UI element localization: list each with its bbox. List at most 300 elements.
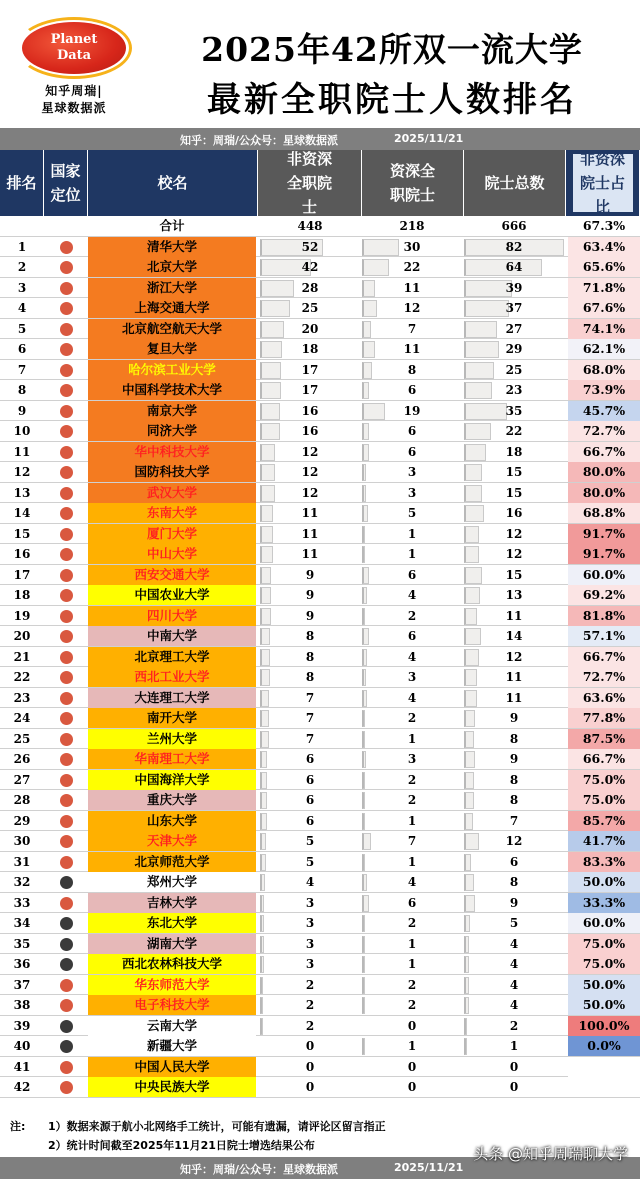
ratio-cell bbox=[568, 1077, 640, 1097]
positioning-dot-red-icon bbox=[60, 466, 73, 479]
ratio-cell: 73.9% bbox=[568, 380, 640, 400]
total-value: 64 bbox=[505, 260, 523, 274]
senior-value: 1 bbox=[407, 854, 417, 869]
senior-value: 3 bbox=[407, 752, 417, 766]
table-row bbox=[0, 421, 640, 442]
table-row bbox=[0, 770, 640, 791]
non-senior-value: 12 bbox=[301, 465, 319, 479]
table-row bbox=[0, 995, 640, 1016]
school-name: 中国农业大学 bbox=[88, 585, 256, 605]
senior-value: 2 bbox=[407, 998, 417, 1012]
non-senior-value: 6 bbox=[305, 772, 315, 787]
ratio-cell: 65.6% bbox=[568, 257, 640, 277]
total-value: 12 bbox=[505, 547, 523, 561]
total-value: 13 bbox=[505, 588, 523, 602]
school-name: 华东师范大学 bbox=[88, 975, 256, 995]
rank-cell: 11 bbox=[13, 444, 31, 459]
senior-value: 3 bbox=[407, 670, 417, 684]
ratio-cell: 60.0% bbox=[568, 565, 640, 585]
table-row bbox=[0, 442, 640, 463]
senior-value: 1 bbox=[407, 1039, 417, 1053]
ratio-cell: 50.0% bbox=[568, 975, 640, 995]
total-value: 9 bbox=[509, 752, 519, 766]
note-1: 1）数据来源于航小北网络手工统计，可能有遗漏，请评论区留言指正 bbox=[48, 1120, 386, 1133]
positioning-dot-red-icon bbox=[60, 794, 73, 807]
total-value: 4 bbox=[509, 977, 519, 992]
total-value: 12 bbox=[505, 649, 523, 664]
non-senior-value: 6 bbox=[305, 752, 315, 766]
table-row bbox=[0, 237, 640, 258]
positioning-dot-red-icon bbox=[60, 589, 73, 602]
rank-cell: 22 bbox=[13, 670, 31, 684]
rank-cell: 16 bbox=[13, 547, 31, 561]
rank-cell: 18 bbox=[13, 588, 31, 602]
table-row bbox=[0, 872, 640, 893]
note-2: 2）统计时间截至2025年11月21日院士增选结果公布 bbox=[48, 1139, 315, 1152]
table-row bbox=[0, 626, 640, 647]
ratio-cell: 75.0% bbox=[568, 770, 640, 790]
table-row bbox=[0, 975, 640, 996]
ratio-cell: 72.7% bbox=[568, 421, 640, 441]
total-value: 23 bbox=[505, 383, 523, 397]
ratio-cell: 63.6% bbox=[568, 688, 640, 708]
ratio-cell: 91.7% bbox=[568, 544, 640, 564]
ratio-cell: 80.0% bbox=[568, 462, 640, 482]
rank-cell: 12 bbox=[13, 465, 31, 479]
table-row bbox=[0, 1036, 640, 1057]
senior-value: 5 bbox=[407, 506, 417, 520]
table-row bbox=[0, 647, 640, 668]
table-row bbox=[0, 360, 640, 381]
rank-cell: 41 bbox=[13, 1059, 31, 1074]
senior-value: 0 bbox=[407, 1080, 417, 1094]
school-name: 东南大学 bbox=[88, 503, 256, 523]
senior-value: 19 bbox=[403, 403, 421, 418]
senior-value: 1 bbox=[407, 731, 417, 746]
ratio-cell: 63.4% bbox=[568, 237, 640, 257]
total-row bbox=[0, 216, 640, 237]
school-name: 华南理工大学 bbox=[88, 749, 256, 769]
rank-cell: 37 bbox=[13, 977, 31, 992]
total-value: 8 bbox=[509, 875, 519, 889]
total-value: 15 bbox=[505, 465, 523, 479]
table-row bbox=[0, 913, 640, 934]
positioning-dot-red-icon bbox=[60, 999, 73, 1012]
source-text: 知乎：周瑞/公众号：星球数据派 bbox=[180, 134, 339, 147]
table-row bbox=[0, 544, 640, 565]
total-value: 7 bbox=[509, 813, 519, 828]
col-school: 校名 bbox=[88, 150, 258, 216]
senior-value: 1 bbox=[407, 547, 417, 561]
table-row bbox=[0, 401, 640, 422]
total-value: 4 bbox=[509, 957, 519, 971]
table-row bbox=[0, 339, 640, 360]
total-value: 22 bbox=[505, 424, 523, 438]
positioning-dot-red-icon bbox=[60, 261, 73, 274]
positioning-dot-red-icon bbox=[60, 528, 73, 541]
senior-value: 6 bbox=[407, 895, 417, 910]
school-name: 东北大学 bbox=[88, 913, 256, 933]
col-senior: 资深全职院士 bbox=[362, 150, 464, 216]
table-row bbox=[0, 298, 640, 319]
ratio-cell: 68.0% bbox=[568, 360, 640, 380]
total-value: 12 bbox=[505, 834, 523, 848]
positioning-dot-red-icon bbox=[60, 569, 73, 582]
table-row bbox=[0, 934, 640, 955]
school-name: 武汉大学 bbox=[88, 483, 256, 503]
school-name: 上海交通大学 bbox=[88, 298, 256, 318]
table-row bbox=[0, 606, 640, 627]
rank-cell: 2 bbox=[17, 260, 27, 274]
non-senior-value: 0 bbox=[305, 1080, 315, 1094]
total-value: 11 bbox=[505, 670, 523, 684]
positioning-dot-red-icon bbox=[60, 507, 73, 520]
senior-value: 2 bbox=[407, 711, 417, 725]
rank-cell: 36 bbox=[13, 957, 31, 971]
total-value: 25 bbox=[505, 362, 523, 377]
total-value: 15 bbox=[505, 485, 523, 500]
senior-value: 4 bbox=[407, 649, 417, 664]
page-header bbox=[0, 0, 640, 126]
school-name: 新疆大学 bbox=[88, 1036, 256, 1056]
school-name: 四川大学 bbox=[88, 606, 256, 626]
ratio-cell: 72.7% bbox=[568, 667, 640, 687]
senior-value: 7 bbox=[407, 834, 417, 848]
senior-value: 6 bbox=[407, 424, 417, 438]
positioning-dot-red-icon bbox=[60, 343, 73, 356]
total-value: 8 bbox=[509, 772, 519, 787]
positioning-dot-red-icon bbox=[60, 897, 73, 910]
rank-cell: 21 bbox=[13, 649, 31, 664]
school-name: 天津大学 bbox=[88, 831, 256, 851]
non-senior-value: 8 bbox=[305, 629, 315, 643]
school-name: 中国海洋大学 bbox=[88, 770, 256, 790]
table-row bbox=[0, 462, 640, 483]
table-row bbox=[0, 749, 640, 770]
school-name: 中央民族大学 bbox=[88, 1077, 256, 1097]
table-row bbox=[0, 790, 640, 811]
rank-cell: 42 bbox=[13, 1080, 31, 1094]
senior-value: 6 bbox=[407, 629, 417, 643]
positioning-dot-dark-icon bbox=[60, 938, 73, 951]
non-senior-value: 4 bbox=[305, 875, 315, 889]
rank-cell: 4 bbox=[17, 301, 27, 315]
table-row bbox=[0, 811, 640, 832]
rank-cell: 24 bbox=[13, 711, 31, 725]
col-rank: 排名 bbox=[0, 150, 44, 216]
total-value: 1 bbox=[509, 1039, 519, 1053]
table-row bbox=[0, 831, 640, 852]
table-row bbox=[0, 1016, 640, 1037]
school-name: 清华大学 bbox=[88, 237, 256, 257]
school-name: 哈尔滨工业大学 bbox=[88, 360, 256, 380]
table-row bbox=[0, 483, 640, 504]
positioning-dot-red-icon bbox=[60, 487, 73, 500]
rank-cell: 20 bbox=[13, 629, 31, 643]
school-name: 西北工业大学 bbox=[88, 667, 256, 687]
senior-value: 6 bbox=[407, 383, 417, 397]
senior-value: 6 bbox=[407, 444, 417, 459]
ratio-cell: 75.0% bbox=[568, 934, 640, 954]
positioning-dot-red-icon bbox=[60, 1061, 73, 1074]
senior-value: 4 bbox=[407, 588, 417, 602]
school-name: 复旦大学 bbox=[88, 339, 256, 359]
ratio-cell: 60.0% bbox=[568, 913, 640, 933]
rank-cell: 19 bbox=[13, 608, 31, 623]
table-row bbox=[0, 729, 640, 750]
table-row bbox=[0, 688, 640, 709]
total-value: 16 bbox=[505, 506, 523, 520]
positioning-dot-red-icon bbox=[60, 815, 73, 828]
non-senior-value: 8 bbox=[305, 670, 315, 684]
ratio-cell: 66.7% bbox=[568, 442, 640, 462]
positioning-dot-red-icon bbox=[60, 712, 73, 725]
ratio-cell: 69.2% bbox=[568, 585, 640, 605]
ratio-cell: 66.7% bbox=[568, 749, 640, 769]
non-senior-value: 16 bbox=[301, 403, 319, 418]
rank-cell: 39 bbox=[13, 1018, 31, 1033]
rank-cell: 9 bbox=[17, 403, 27, 418]
total-value: 6 bbox=[509, 854, 519, 869]
non-senior-value: 25 bbox=[301, 301, 319, 315]
table-row bbox=[0, 954, 640, 975]
senior-value: 0 bbox=[407, 1018, 417, 1033]
total-value: 11 bbox=[505, 690, 523, 705]
page-title: 2025年42所双一流大学 bbox=[201, 30, 583, 69]
table-row bbox=[0, 1057, 640, 1078]
rank-cell: 10 bbox=[13, 424, 31, 438]
source-date: 2025/11/21 bbox=[394, 132, 464, 145]
rank-cell: 5 bbox=[17, 321, 27, 336]
table-row bbox=[0, 380, 640, 401]
positioning-dot-red-icon bbox=[60, 671, 73, 684]
ratio-cell: 57.1% bbox=[568, 626, 640, 646]
non-senior-value: 2 bbox=[305, 998, 315, 1012]
total-value: 8 bbox=[509, 731, 519, 746]
ratio-cell: 85.7% bbox=[568, 811, 640, 831]
total-value: 0 bbox=[509, 1059, 519, 1074]
positioning-dot-red-icon bbox=[60, 446, 73, 459]
total-value: 0 bbox=[509, 1080, 519, 1094]
ratio-cell: 50.0% bbox=[568, 872, 640, 892]
ratio-cell: 100.0% bbox=[568, 1016, 640, 1036]
non-senior-value: 8 bbox=[305, 649, 315, 664]
table-row bbox=[0, 585, 640, 606]
table-row bbox=[0, 852, 640, 873]
total-value: 4 bbox=[509, 998, 519, 1012]
rank-cell: 31 bbox=[13, 854, 31, 869]
positioning-dot-red-icon bbox=[60, 835, 73, 848]
total-value: 82 bbox=[505, 239, 523, 254]
senior-value: 2 bbox=[407, 977, 417, 992]
senior-value: 6 bbox=[407, 567, 417, 582]
positioning-dot-dark-icon bbox=[60, 876, 73, 889]
table-row bbox=[0, 708, 640, 729]
table-row bbox=[0, 524, 640, 545]
positioning-dot-red-icon bbox=[60, 364, 73, 377]
total-value: 29 bbox=[505, 342, 523, 356]
positioning-dot-red-icon bbox=[60, 651, 73, 664]
table-row bbox=[0, 893, 640, 914]
ratio-cell: 68.8% bbox=[568, 503, 640, 523]
footer-date: 2025/11/21 bbox=[394, 1161, 464, 1174]
rank-cell: 38 bbox=[13, 998, 31, 1012]
school-name: 南开大学 bbox=[88, 708, 256, 728]
senior-value: 11 bbox=[403, 342, 421, 356]
footer-source: 知乎：周瑞/公众号：星球数据派 bbox=[180, 1163, 339, 1176]
positioning-dot-dark-icon bbox=[60, 1020, 73, 1033]
col-ratio-inner: 非资深院士占比 bbox=[573, 154, 633, 212]
table-row bbox=[0, 1077, 640, 1098]
rank-cell: 33 bbox=[13, 895, 31, 910]
non-senior-value: 17 bbox=[301, 362, 319, 377]
logo-subtitle1: 知乎周瑞| bbox=[45, 84, 103, 98]
rank-cell: 23 bbox=[13, 690, 31, 705]
rank-cell: 40 bbox=[13, 1039, 31, 1053]
rank-cell: 8 bbox=[17, 383, 27, 397]
positioning-dot-red-icon bbox=[60, 733, 73, 746]
senior-value: 2 bbox=[407, 772, 417, 787]
school-name: 西北农林科技大学 bbox=[88, 954, 256, 974]
non-senior-value: 2 bbox=[305, 1018, 315, 1033]
rank-cell: 25 bbox=[13, 731, 31, 746]
ratio-cell: 91.7% bbox=[568, 524, 640, 544]
senior-value: 1 bbox=[407, 957, 417, 971]
total-value: 18 bbox=[505, 444, 523, 459]
rank-cell: 3 bbox=[17, 280, 27, 295]
ratio-cell: 50.0% bbox=[568, 995, 640, 1015]
positioning-dot-dark-icon bbox=[60, 958, 73, 971]
total-non-senior: 448 bbox=[297, 219, 323, 233]
total-value: 11 bbox=[505, 608, 523, 623]
non-senior-value: 28 bbox=[301, 280, 319, 295]
rank-cell: 17 bbox=[13, 567, 31, 582]
non-senior-value: 12 bbox=[301, 485, 319, 500]
positioning-dot-red-icon bbox=[60, 753, 73, 766]
total-total: 666 bbox=[501, 219, 527, 233]
rank-cell: 1 bbox=[17, 239, 27, 254]
non-senior-value: 12 bbox=[301, 444, 319, 459]
non-senior-value: 3 bbox=[305, 957, 315, 971]
senior-value: 11 bbox=[403, 280, 421, 295]
total-value: 2 bbox=[509, 1018, 519, 1033]
total-senior: 218 bbox=[399, 219, 425, 233]
school-name: 湖南大学 bbox=[88, 934, 256, 954]
non-senior-value: 7 bbox=[305, 731, 315, 746]
senior-value: 4 bbox=[407, 690, 417, 705]
school-name: 山东大学 bbox=[88, 811, 256, 831]
non-senior-value: 11 bbox=[301, 526, 319, 541]
rank-cell: 14 bbox=[13, 506, 31, 520]
ratio-cell: 75.0% bbox=[568, 954, 640, 974]
rank-cell: 15 bbox=[13, 526, 31, 541]
rank-cell: 35 bbox=[13, 936, 31, 951]
col-total: 院士总数 bbox=[464, 150, 566, 216]
school-name: 中南大学 bbox=[88, 626, 256, 646]
school-name: 国防科技大学 bbox=[88, 462, 256, 482]
positioning-dot-red-icon bbox=[60, 405, 73, 418]
senior-value: 4 bbox=[407, 875, 417, 889]
senior-value: 3 bbox=[407, 465, 417, 479]
positioning-dot-dark-icon bbox=[60, 1040, 73, 1053]
table-row bbox=[0, 503, 640, 524]
table-row bbox=[0, 278, 640, 299]
school-name: 北京理工大学 bbox=[88, 647, 256, 667]
positioning-dot-red-icon bbox=[60, 856, 73, 869]
school-name: 华中科技大学 bbox=[88, 442, 256, 462]
total-value: 4 bbox=[509, 936, 519, 951]
school-name: 兰州大学 bbox=[88, 729, 256, 749]
table-row bbox=[0, 319, 640, 340]
table-row bbox=[0, 257, 640, 278]
non-senior-value: 0 bbox=[305, 1039, 315, 1053]
senior-value: 2 bbox=[407, 608, 417, 623]
total-value: 35 bbox=[505, 403, 523, 418]
ratio-cell: 62.1% bbox=[568, 339, 640, 359]
positioning-dot-red-icon bbox=[60, 282, 73, 295]
rank-cell: 26 bbox=[13, 752, 31, 766]
total-value: 8 bbox=[509, 793, 519, 807]
school-name: 浙江大学 bbox=[88, 278, 256, 298]
rank-cell: 32 bbox=[13, 875, 31, 889]
non-senior-value: 52 bbox=[301, 239, 319, 254]
positioning-dot-red-icon bbox=[60, 548, 73, 561]
ratio-cell: 66.7% bbox=[568, 647, 640, 667]
school-name: 同济大学 bbox=[88, 421, 256, 441]
school-name: 厦门大学 bbox=[88, 524, 256, 544]
total-value: 15 bbox=[505, 567, 523, 582]
positioning-dot-dark-icon bbox=[60, 917, 73, 930]
school-name: 重庆大学 bbox=[88, 790, 256, 810]
positioning-dot-red-icon bbox=[60, 1081, 73, 1094]
senior-value: 22 bbox=[403, 260, 421, 274]
non-senior-value: 9 bbox=[305, 608, 315, 623]
total-value: 27 bbox=[505, 321, 523, 336]
non-senior-value: 18 bbox=[301, 342, 319, 356]
school-name: 电子科技大学 bbox=[88, 995, 256, 1015]
ratio-cell: 80.0% bbox=[568, 483, 640, 503]
total-value: 37 bbox=[505, 301, 523, 315]
non-senior-value: 42 bbox=[301, 260, 319, 274]
table-row bbox=[0, 667, 640, 688]
school-name: 云南大学 bbox=[88, 1016, 256, 1036]
rank-cell: 34 bbox=[13, 916, 31, 930]
senior-value: 1 bbox=[407, 526, 417, 541]
ratio-cell: 41.7% bbox=[568, 831, 640, 851]
rank-cell: 28 bbox=[13, 793, 31, 807]
logo-text-line2: Data bbox=[56, 48, 92, 63]
positioning-dot-red-icon bbox=[60, 610, 73, 623]
school-name: 中国人民大学 bbox=[88, 1057, 256, 1077]
senior-value: 12 bbox=[403, 301, 421, 315]
ratio-cell: 77.8% bbox=[568, 708, 640, 728]
positioning-dot-red-icon bbox=[60, 425, 73, 438]
ratio-cell bbox=[568, 1057, 640, 1077]
non-senior-value: 3 bbox=[305, 895, 315, 910]
senior-value: 0 bbox=[407, 1059, 417, 1074]
school-name: 北京大学 bbox=[88, 257, 256, 277]
rank-cell: 13 bbox=[13, 485, 31, 500]
positioning-dot-red-icon bbox=[60, 302, 73, 315]
school-name: 大连理工大学 bbox=[88, 688, 256, 708]
ratio-cell: 81.8% bbox=[568, 606, 640, 626]
non-senior-value: 20 bbox=[301, 321, 319, 336]
positioning-dot-red-icon bbox=[60, 384, 73, 397]
school-name: 中国科学技术大学 bbox=[88, 380, 256, 400]
page-subtitle: 最新全职院士人数排名 bbox=[207, 80, 577, 120]
school-name: 郑州大学 bbox=[88, 872, 256, 892]
positioning-dot-red-icon bbox=[60, 774, 73, 787]
